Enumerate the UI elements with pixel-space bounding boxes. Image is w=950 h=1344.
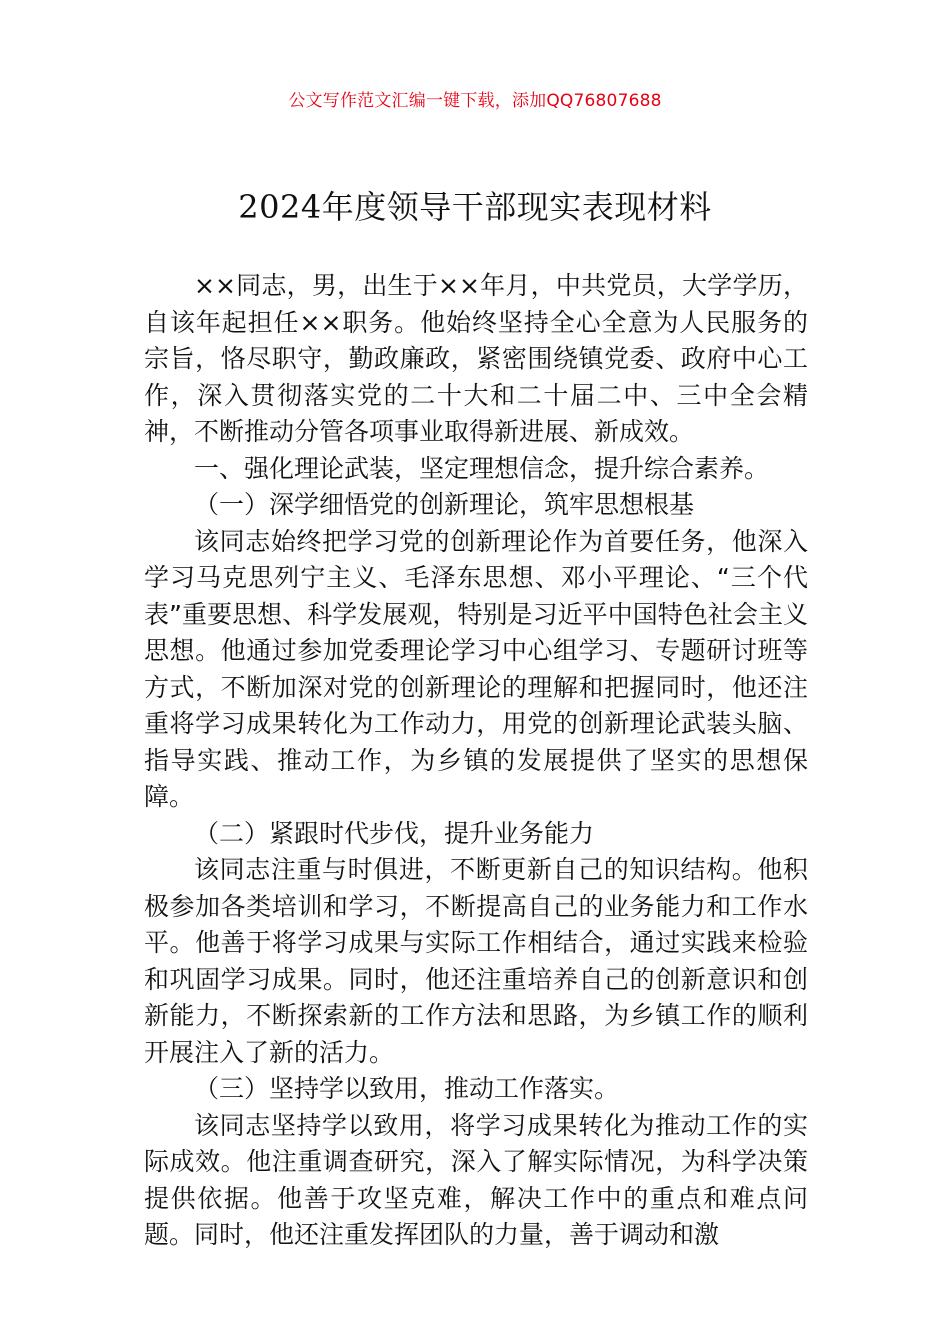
subsection-heading: （一）深学细悟党的创新理论，筑牢思想根基 — [194, 490, 695, 519]
body-paragraph: 该同志注重与时俱进，不断更新自己的知识结构。他积极参加各类培训和学习，不断提高自己的业务能力和工作水平。他善于将学习成果与实际工作相结合，通过实践来检验和巩固学习成果。同时，他还注重培养自己的创新意识和创新能力，不断探索新的工作方法和思路，为乡镇工作的顺利开展注入了新的活力。 — [144, 855, 808, 1067]
body-paragraph: 该同志始终把学习党的创新理论作为首要任务，他深入学习马克思列宁主义、毛泽东思想、邓小平理论、“三个代表”重要思想、科学发展观，特别是习近平中国特色社会主义思想。他通过参加党委理论学习中心组学习、专题研讨班等方式，不断加深对党的创新理论的理解和把握同时，他还注重将学习成果转化为工作动力，用党的创新理论武装头脑、指导实践、推动工作，为乡镇的发展提供了坚实的思想保障。 — [144, 526, 808, 811]
watermark-text[interactable]: 公文写作范文汇编一键下载，添加QQ76807688 — [288, 91, 662, 111]
intro-paragraph: ××同志，男，出生于××年月，中共党员，大学学历，自该年起担任××职务。他始终坚持全心全意为人民服务的宗旨，恪尽职守，勤政廉政，紧密围绕镇党委、政府中心工作，深入贯彻落实党的二十大和二十届二中、三中全会精神，不断推动分管各项事业取得新进展、新成效。 — [144, 271, 808, 446]
document-title: 2024年度领导干部现实表现材料 — [238, 188, 712, 226]
body-paragraph: 该同志坚持学以致用，将学习成果转化为推动工作的实际成效。他注重调查研究，深入了解实际情况，为科学决策提供依据。他善于攻坚克难，解决工作中的重点和难点问题。同时，他还注重发挥团队的力量，善于调动和激 — [144, 1110, 808, 1249]
subsection-heading: （三）坚持学以致用，推动工作落实。 — [194, 1074, 620, 1103]
section-heading: 一、强化理论武装，坚定理想信念，提升综合素养。 — [194, 453, 770, 483]
subsection-heading: （二）紧跟时代步伐，提升业务能力 — [194, 818, 595, 848]
document-body — [144, 268, 808, 1254]
